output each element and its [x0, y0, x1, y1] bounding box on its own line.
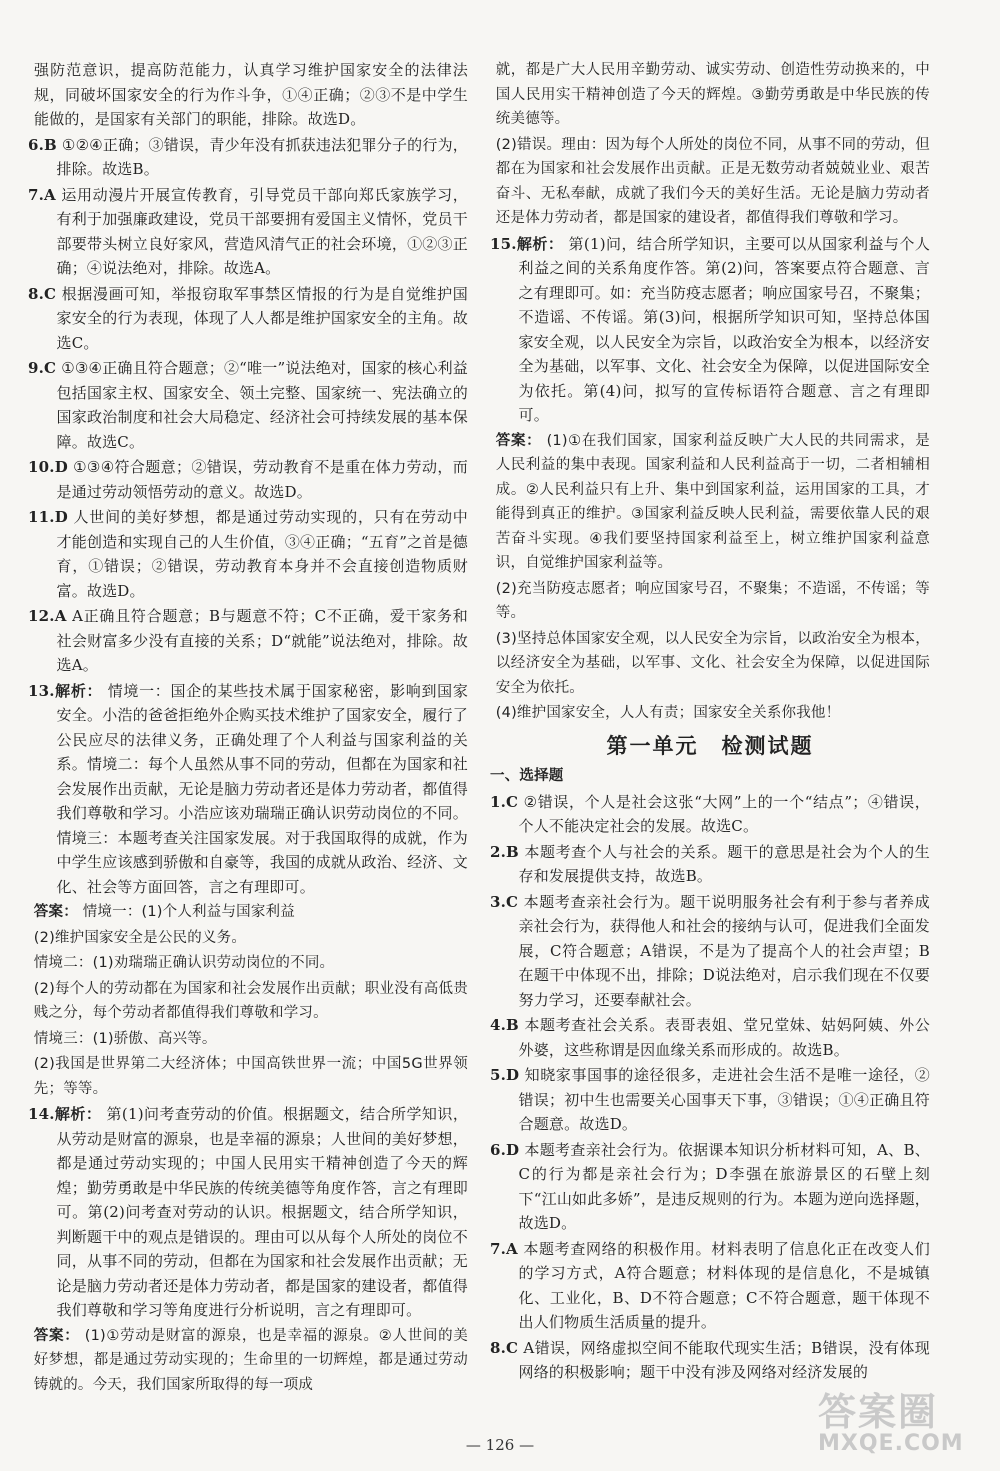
paragraph-text: 知晓家事国事的途径很多，走进社会生活不是唯一途径，②错误；初中生也需要关心国事天下事，③错误；①④正确且符合题意。故选D。	[518, 1066, 931, 1133]
paragraph-text: 情境一：国企的某些技术属于国家秘密，影响到国家安全。小浩的爸爸拒绝外企购买技术维护了国家安全，履行了公民应尽的法律义务，正确处理了个人利益与国家利益的关系。情境二：每个人虽然从事不同的劳动，但都在为国家和社会发展作出贡献，无论是脑力劳动者还是体力劳动者，都值得我们尊敬和学习。小浩应该劝瑞瑞正确认识劳动岗位的不同。情境三：本题考查关注国家发展。对于我国取得的成就，作为中学生应该感到骄傲和自豪等，我国的成就从政治、经济、文化、社会等方面回答，言之有理即可。	[56, 681, 469, 896]
paragraph-text: 本题考查个人与社会的关系。题干的意思是社会为个人的生存和发展提供支持，故选B。	[518, 842, 931, 885]
paragraph-text: (2)每个人的劳动都在为国家和社会发展作出贡献；职业没有高低贵贱之分，每个劳动者都值得我们尊敬和学习。	[33, 980, 468, 1021]
paragraph-text: 情境三：(1)骄傲、高兴等。	[33, 1030, 217, 1047]
section-subtitle	[490, 764, 930, 789]
answer-paragraph	[490, 790, 930, 839]
paragraph-text: 本题考查亲社会行为。依据课本知识分析材料可知，A、B、C的行为都是亲社会行为；D李强在旅游景区的石壁上刻下“江山如此多娇”，是违反规则的行为。本题为逆向选择题，故选D。	[518, 1140, 931, 1232]
answer-paragraph	[490, 627, 930, 701]
item-number: 答案：	[33, 904, 78, 920]
watermark-logo	[818, 1392, 978, 1462]
answer-paragraph	[490, 701, 930, 726]
paragraph-text: 人世间的美好梦想，都是通过劳动实现的，只有在劳动中才能创造和实现自己的人生价值，③④正确；“五育”之首是德育，①错误；②错误，劳动教育本身并不会直接创造物质财富。故选D。	[56, 508, 468, 600]
answer-paragraph	[490, 1063, 930, 1137]
item-number: 8.C	[28, 284, 57, 303]
paragraph-text: 情境一：(1)个人利益与国家利益	[82, 904, 295, 920]
item-number: 2.B	[490, 842, 519, 861]
paragraph-text: 运用动漫片开展宣传教育，引导党员干部向郑氏家族学习，有利于加强廉政建设，党员干部要拥有爱国主义情怀，党员干部要带头树立良好家风，营造风清气正的社会环境，①②③正确；④说法绝对，排除。故选A。	[56, 185, 469, 277]
answer-paragraph	[490, 133, 930, 231]
paragraph-text: 本题考查亲社会行为。题干说明服务社会有利于参与者养成亲社会行为，获得他人和社会的接纳与认可，促进我们全面发展，C符合题意；A错误，不是为了提高个人的社会声望；B在题干中体现不出，排除；D说法绝对，启示我们现在不仅要努力学习，还要奉献社会。	[518, 892, 931, 1009]
answer-paragraph	[28, 926, 468, 951]
answer-paragraph	[28, 133, 468, 182]
answer-paragraph	[28, 1052, 468, 1101]
answer-paragraph	[28, 679, 468, 900]
answer-paragraph	[28, 977, 468, 1026]
answer-paragraph	[28, 1324, 468, 1398]
paragraph-text: (2)错误。理由：因为每个人所处的岗位不同，从事不同的劳动，但都在为国家和社会发展作出贡献。正是无数劳动者兢兢业业、艰苦奋斗、无私奉献，成就了我们今天的美好生活。无论是脑力劳动者还是体力劳动者，都是国家的建设者，都值得我们尊敬和学习。	[495, 136, 930, 226]
paragraph-text: (3)坚持总体国家安全观，以人民安全为宗旨，以政治安全为根本，以经济安全为基础，以军事、文化、社会安全为保障，以促进国际安全为依托。	[495, 630, 930, 696]
paragraph-text: 根据漫画可知，举报窃取军事禁区情报的行为是自觉维护国家安全的行为表现，体现了人人都是维护国家安全的主角。故选C。	[56, 284, 469, 352]
paragraph-text: 第一单元 检测试题	[606, 733, 814, 758]
section-title	[490, 734, 930, 759]
answer-paragraph	[28, 282, 468, 356]
answer-paragraph	[28, 455, 468, 504]
page-number: — 126 —	[465, 1436, 535, 1454]
paragraph-text: 就，都是广大人民用辛勤劳动、诚实劳动、创造性劳动换来的，中国人民用实干精神创造了今天的辉煌。③勤劳勇敢是中华民族的传统美德等。	[495, 62, 930, 127]
paragraph-text: 情境二：(1)劝瑞瑞正确认识劳动岗位的不同。	[33, 955, 335, 971]
paragraph-text: (2)充当防疫志愿者；响应国家号召，不聚集；不造谣，不传谣；等等。	[495, 580, 930, 621]
paragraph-text: 第(1)问，结合所学知识，主要可以从国家利益与个人利益之间的关系角度作答。第(2)问，答案要点符合题意、言之有理即可。如：充当防疫志愿者；响应国家号召，不聚集；不造谣、不传谣。第(3)问，根据所学知识可知，坚持总体国家安全观，以人民安全为宗旨，以政治安全为根本，以经济安全为基础，以军事、文化、社会安全为保障，以促进国际安全为依托。第(4)问，拟写的宣传标语符合题意、言之有理即可。	[518, 234, 931, 424]
paragraph-text: 强防范意识，提高防范能力，认真学习维护国家安全的法律法规，同破坏国家安全的行为作斗争，①④正确；②③不是中学生能做的，是国家有关部门的职能，排除。故选D。	[34, 61, 468, 128]
item-number: 8.C	[490, 1338, 519, 1357]
item-number: 11.D	[28, 508, 68, 526]
item-number: 5.D	[490, 1066, 520, 1084]
item-number: 12.A	[28, 607, 67, 625]
paragraph-text: 本题考查网络的积极作用。材料表明了信息化正在改变人们的学习方式，A符合题意；材料体现的是信息化，不是城镇化、工业化，B、D不符合题意；C不符合题意，题干体现不出人们物质生活质量的提升。	[518, 1239, 931, 1331]
item-number: 9.C	[28, 359, 57, 377]
answer-paragraph	[490, 232, 930, 428]
item-number: 7.A	[490, 1239, 518, 1258]
item-number: 13.解析：	[28, 681, 103, 700]
item-number: 答案：	[495, 432, 542, 449]
item-number: 7.A	[28, 185, 56, 204]
answer-paragraph	[28, 1102, 468, 1323]
watermark-line2: MXQE.COM	[818, 1431, 964, 1456]
answer-paragraph	[28, 356, 468, 454]
watermark-line1: 答案圈	[818, 1390, 939, 1434]
answer-paragraph	[490, 1013, 930, 1062]
answer-paragraph	[490, 1138, 930, 1236]
answer-paragraph	[28, 900, 468, 925]
answer-paragraph	[490, 890, 930, 1013]
item-number: 1.C	[490, 792, 519, 811]
item-number: 6.B	[28, 135, 57, 154]
right-column	[490, 58, 930, 1386]
paragraph-text: 第(1)问考查劳动的价值。根据题文，结合所学知识，从劳动是财富的源泉，也是幸福的源泉；人世间的美好梦想，都是通过劳动实现的；中国人民用实干精神创造了今天的辉煌；勤劳勇敢是中华民族的传统美德等角度作答，言之有理即可。第(2)问考查对劳动的认识。根据题文，结合所学知识，判断题干中的观点是错误的。理由可以从每个人所处的岗位不同，从事不同的劳动，但都在为国家和社会发展作出贡献；无论是脑力劳动者还是体力劳动者，都是国家的建设者，都值得我们尊敬和学习等角度进行分析说明，言之有理即可。	[56, 1105, 469, 1319]
paragraph-text: (4)维护国家安全，人人有责；国家安全关系你我他！	[495, 705, 841, 721]
answer-paragraph	[490, 840, 930, 889]
item-number: 4.B	[490, 1016, 519, 1034]
answer-paragraph	[490, 1237, 930, 1335]
answer-paragraph	[28, 1027, 468, 1052]
paragraph-text: 本题考查社会关系。表哥表姐、堂兄堂妹、姑妈阿姨、外公外婆，这些称谓是因血缘关系而形成的。故选B。	[518, 1016, 931, 1059]
item-number: 3.C	[490, 892, 519, 911]
paragraph-text: ①③④符合题意；②错误，劳动教育不是重在体力劳动，而是通过劳动领悟劳动的意义。故选D。	[56, 458, 469, 501]
left-column	[28, 58, 468, 1398]
answer-paragraph	[490, 577, 930, 626]
answer-paragraph	[28, 58, 468, 132]
paragraph-text: A正确且符合题意；B与题意不符；C不正确，爱干家务和社会财富多少没有直接的关系；D“就能”说法绝对，排除。故选A。	[56, 607, 468, 674]
answer-paragraph	[490, 1336, 930, 1385]
paragraph-text: ②错误，个人是社会这张“大网”上的一个“结点”；④错误，个人不能决定社会的发展。故选C。	[518, 792, 930, 835]
item-number: 14.解析：	[28, 1105, 102, 1123]
paragraph-text: (2)维护国家安全是公民的义务。	[33, 929, 247, 946]
paragraph-text: ①②④正确；③错误，青少年没有抓获违法犯罪分子的行为，排除。故选B。	[56, 135, 468, 178]
answer-paragraph	[490, 429, 930, 576]
item-number: 10.D	[28, 458, 68, 476]
paragraph-text: ①③④正确且符合题意；②“唯一”说法绝对，国家的核心利益包括国家主权、国家安全、领土完整、国家统一、宪法确立的国家政治制度和社会大局稳定、经济社会可持续发展的基本保障。故选C。	[56, 359, 469, 451]
answer-paragraph	[490, 58, 930, 132]
paragraph-text: A错误，网络虚拟空间不能取代现实生活；B错误，没有体现网络的积极影响；题干中没有涉及网络对经济发展的	[518, 1338, 931, 1381]
answer-paragraph	[28, 951, 468, 976]
answer-paragraph	[28, 183, 468, 281]
item-number: 答案：	[33, 1327, 80, 1344]
answer-paragraph	[28, 505, 468, 603]
item-number: 15.解析：	[490, 234, 564, 253]
paragraph-text: 一、选择题	[490, 768, 564, 784]
item-number: 6.D	[490, 1140, 520, 1159]
paragraph-text: (1)①在我们国家，国家利益反映广大人民的共同需求，是人民利益的集中表现。国家利益和人民利益高于一切，二者相辅相成。②人民利益只有上升、集中到国家利益，运用国家的工具，才能得到真正的维护。③国家利益反映人民利益，需要依靠人民的艰苦奋斗实现。④我们要坚持国家利益至上，树立维护国家利益意识，自觉维护国家利益等。	[495, 432, 931, 571]
answer-paragraph	[28, 604, 468, 678]
paragraph-text: (2)我国是世界第二大经济体；中国高铁世界一流；中国5G世界领先；等等。	[33, 1056, 468, 1097]
paragraph-text: (1)①劳动是财富的源泉，也是幸福的源泉。②人世间的美好梦想，都是通过劳动实现的；生命里的一切辉煌，都是通过劳动铸就的。今天，我们国家所取得的每一项成	[33, 1327, 468, 1393]
